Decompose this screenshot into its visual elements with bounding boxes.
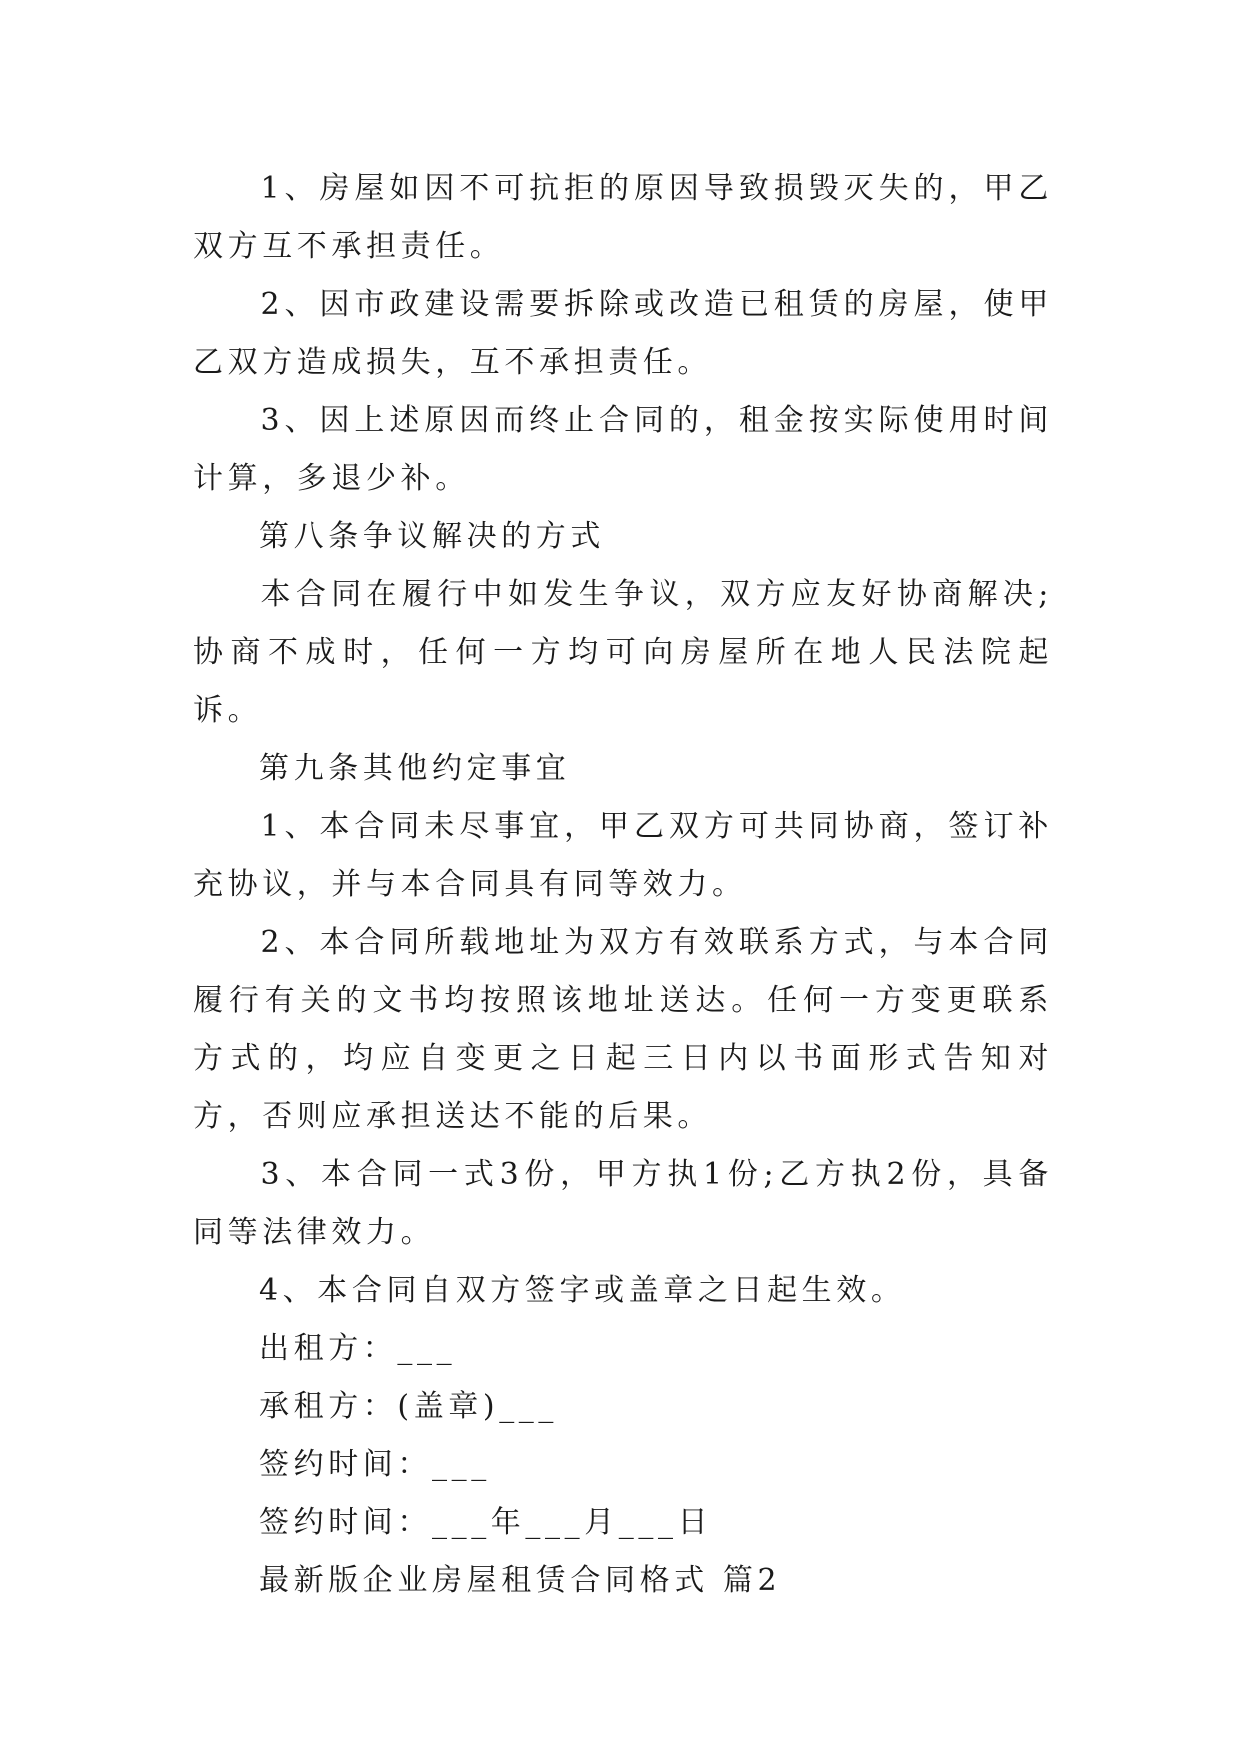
clause-9-item-2: 2、本合同所载地址为双方有效联系方式，与本合同履行有关的文书均按照该地址送达。任何一方变更联系方式的，均应自变更之日起三日内以书面形式告知对方，否则应承担送达不能的后果。 — [193, 925, 1053, 1134]
lessor-signature-line: 出租方：___ — [259, 1331, 457, 1366]
clause-7-item-3: 3、因上述原因而终止合同的，租金按实际使用时间计算，多退少补。 — [193, 403, 1053, 496]
signing-date-line: 签约时间：___年___月___日 — [259, 1505, 713, 1540]
clause-7-item-1: 1、房屋如因不可抗拒的原因导致损毁灭失的，甲乙双方互不承担责任。 — [193, 171, 1053, 264]
clause-9-item-3: 3、本合同一式3份，甲方执1份;乙方执2份，具备同等法律效力。 — [193, 1157, 1053, 1250]
clause-7-item-2: 2、因市政建设需要拆除或改造已租赁的房屋，使甲乙双方造成损失，互不承担责任。 — [193, 287, 1053, 380]
next-section-title: 最新版企业房屋租赁合同格式 篇2 — [259, 1563, 782, 1598]
document-body — [193, 160, 1053, 1610]
lessee-signature-line: 承租方：(盖章)___ — [259, 1389, 559, 1424]
clause-9-heading: 第九条其他约定事宜 — [259, 751, 571, 786]
clause-8-heading: 第八条争议解决的方式 — [259, 519, 605, 554]
clause-9-item-4: 4、本合同自双方签字或盖章之日起生效。 — [259, 1273, 906, 1308]
clause-9-item-1: 1、本合同未尽事宜，甲乙双方可共同协商，签订补充协议，并与本合同具有同等效力。 — [193, 809, 1053, 902]
signing-time-line: 签约时间：___ — [259, 1447, 491, 1482]
clause-8-body: 本合同在履行中如发生争议，双方应友好协商解决;协商不成时，任何一方均可向房屋所在地人民法院起诉。 — [193, 577, 1053, 728]
